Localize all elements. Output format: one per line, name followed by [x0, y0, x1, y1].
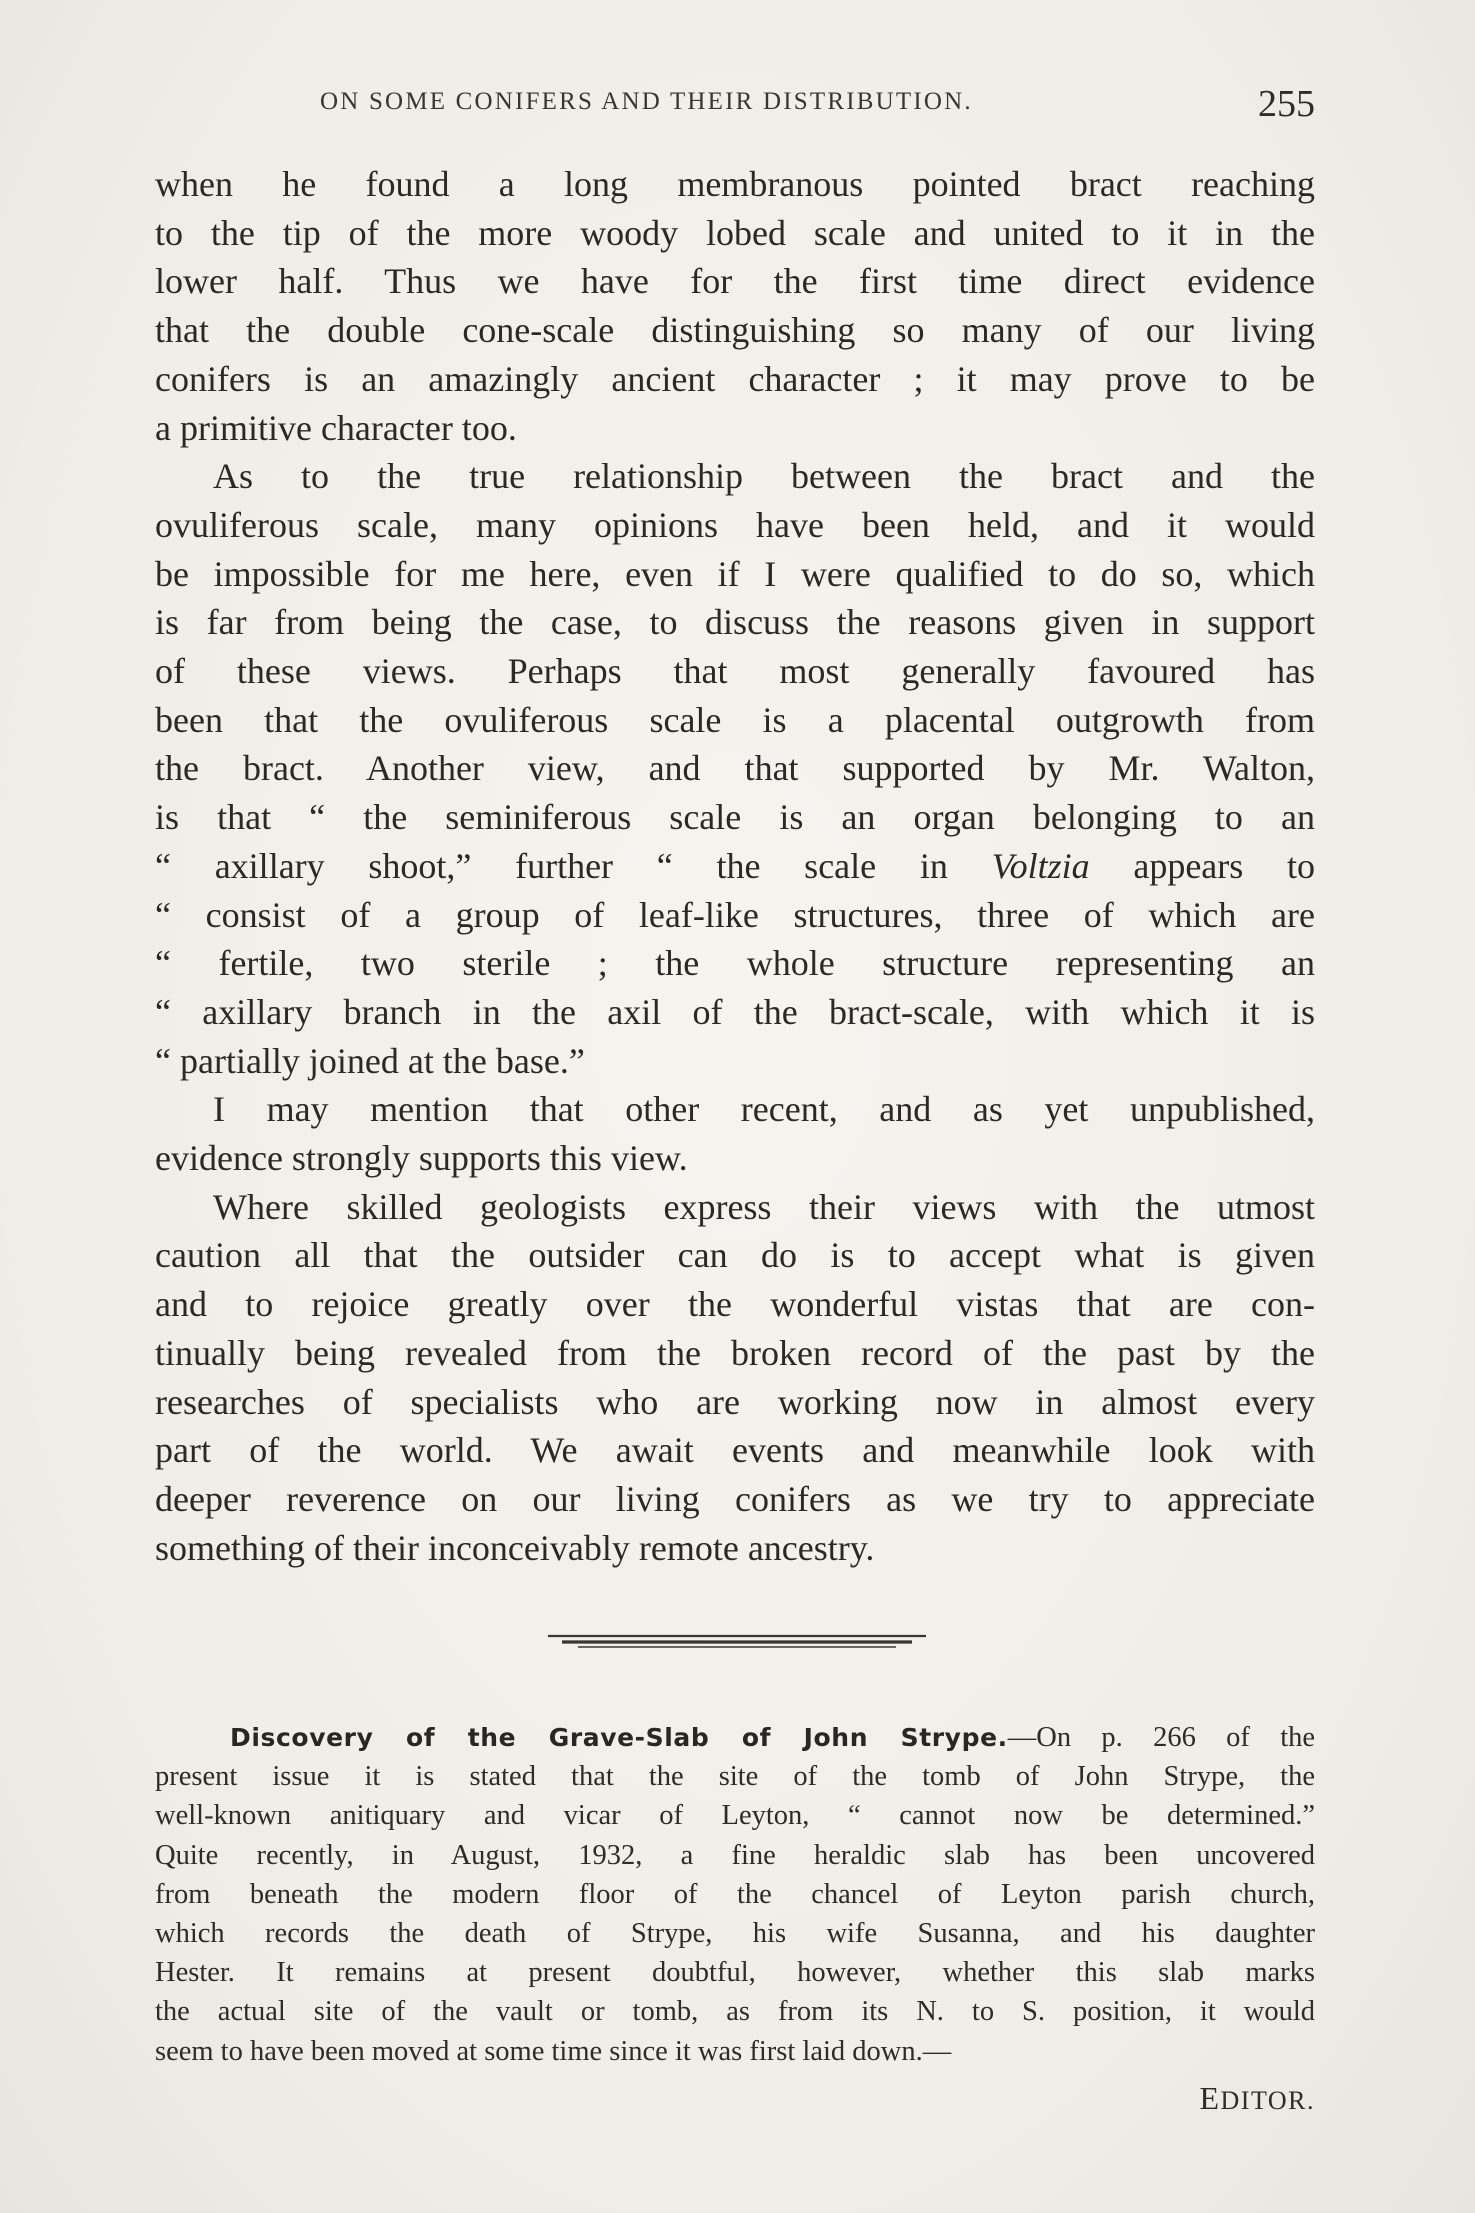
article-body — [155, 160, 1315, 1572]
page-number: 255 — [1258, 83, 1315, 125]
text-line: tinually being revealed from the broken record of the past by the — [155, 1332, 1315, 1373]
text-run: —On p. 266 of the — [1007, 1722, 1316, 1753]
text-line: conifers is an amazingly ancient character ; it may prove to be — [155, 358, 1315, 399]
text-line: researches of specialists who are working now in almost every — [155, 1381, 1315, 1422]
note-line: well-known anitiquary and vicar of Leyton, “ cannot now be determined.” — [155, 1800, 1315, 1832]
text-line: to the tip of the more woody lobed scale and united to it in the — [155, 212, 1315, 253]
text-line: is far from being the case, to discuss the reasons given in support — [155, 602, 1315, 643]
text-line: the bract. Another view, and that supported by Mr. Walton, — [155, 748, 1315, 789]
text-line: when he found a long membranous pointed bract reaching — [155, 164, 1315, 204]
paragraph-2 — [155, 452, 1315, 1085]
signature-initial: E — [1199, 2080, 1221, 2116]
text-line: deeper reverence on our living conifers as we try to appreciate — [155, 1478, 1315, 1519]
paragraph-3 — [155, 1085, 1315, 1182]
text-run: “ axillary shoot,” further “ the scale in — [155, 845, 992, 886]
text-line: “ axillary branch in the axil of the bract-scale, with which it is — [155, 991, 1315, 1032]
paragraph-4 — [155, 1183, 1315, 1573]
text-line: that the double cone-scale distinguishing so many of our living — [155, 310, 1315, 351]
section-divider-rule — [548, 1628, 926, 1650]
note-line: Hester. It remains at present doubtful, however, whether this slab marks — [155, 1957, 1315, 1989]
text-line: As to the true relationship between the bract and the — [213, 456, 1315, 497]
editor-signature — [1199, 2080, 1315, 2117]
note-heading: Discovery of the Grave-Slab of John Strype. — [230, 1723, 1008, 1752]
text-line: ovuliferous scale, many opinions have been held, and it would — [155, 504, 1315, 545]
editor-note — [155, 1718, 1315, 2071]
note-line: Quite recently, in August, 1932, a fine heraldic slab has been uncovered — [155, 1839, 1315, 1871]
text-line: Where skilled geologists express their views with the utmost — [213, 1186, 1315, 1227]
paragraph-1 — [155, 160, 1315, 452]
note-first-line — [155, 1718, 1315, 1757]
text-line: “ fertile, two sterile ; the whole structure representing an — [155, 943, 1315, 984]
text-line: lower half. Thus we have for the first time direct evidence — [155, 261, 1315, 302]
running-head — [155, 82, 1315, 132]
note-line: present issue it is stated that the site of the tomb of John Strype, the — [155, 1761, 1315, 1793]
signature-rest: DITOR. — [1220, 2086, 1315, 2115]
note-line: which records the death of Strype, his wife Susanna, and his daughter — [155, 1918, 1315, 1950]
text-line: part of the world. We await events and meanwhile look with — [155, 1430, 1315, 1471]
text-line: been that the ovuliferous scale is a placental outgrowth from — [155, 699, 1315, 740]
running-title: ON SOME CONIFERS AND THEIR DISTRIBUTION. — [320, 88, 973, 115]
note-line: the actual site of the vault or tomb, as from its N. to S. position, it would — [155, 1996, 1315, 2028]
text-line: something of their inconceivably remote ancestry. — [155, 1527, 875, 1568]
note-line: from beneath the modern floor of the chancel of Leyton parish church, — [155, 1878, 1315, 1910]
text-line: be impossible for me here, even if I were qualified to do so, which — [155, 553, 1315, 594]
text-line: is that “ the seminiferous scale is an organ belonging to an — [155, 797, 1315, 838]
text-line: caution all that the outsider can do is to accept what is given — [155, 1235, 1315, 1276]
text-line: I may mention that other recent, and as yet unpublished, — [213, 1089, 1315, 1130]
text-line: a primitive character too. — [155, 407, 517, 448]
italic-genus-name: Voltzia — [991, 845, 1090, 886]
text-line: of these views. Perhaps that most generally favoured has — [155, 651, 1315, 692]
text-run: appears to — [1089, 845, 1315, 886]
text-line: “ consist of a group of leaf-like structures, three of which are — [155, 894, 1315, 935]
text-line: “ partially joined at the base.” — [155, 1040, 585, 1081]
text-line — [155, 842, 1315, 891]
note-line: seem to have been moved at some time since it was first laid down.— — [155, 2035, 952, 2067]
text-line: and to rejoice greatly over the wonderful vistas that are con- — [155, 1284, 1315, 1325]
text-line: evidence strongly supports this view. — [155, 1138, 688, 1179]
